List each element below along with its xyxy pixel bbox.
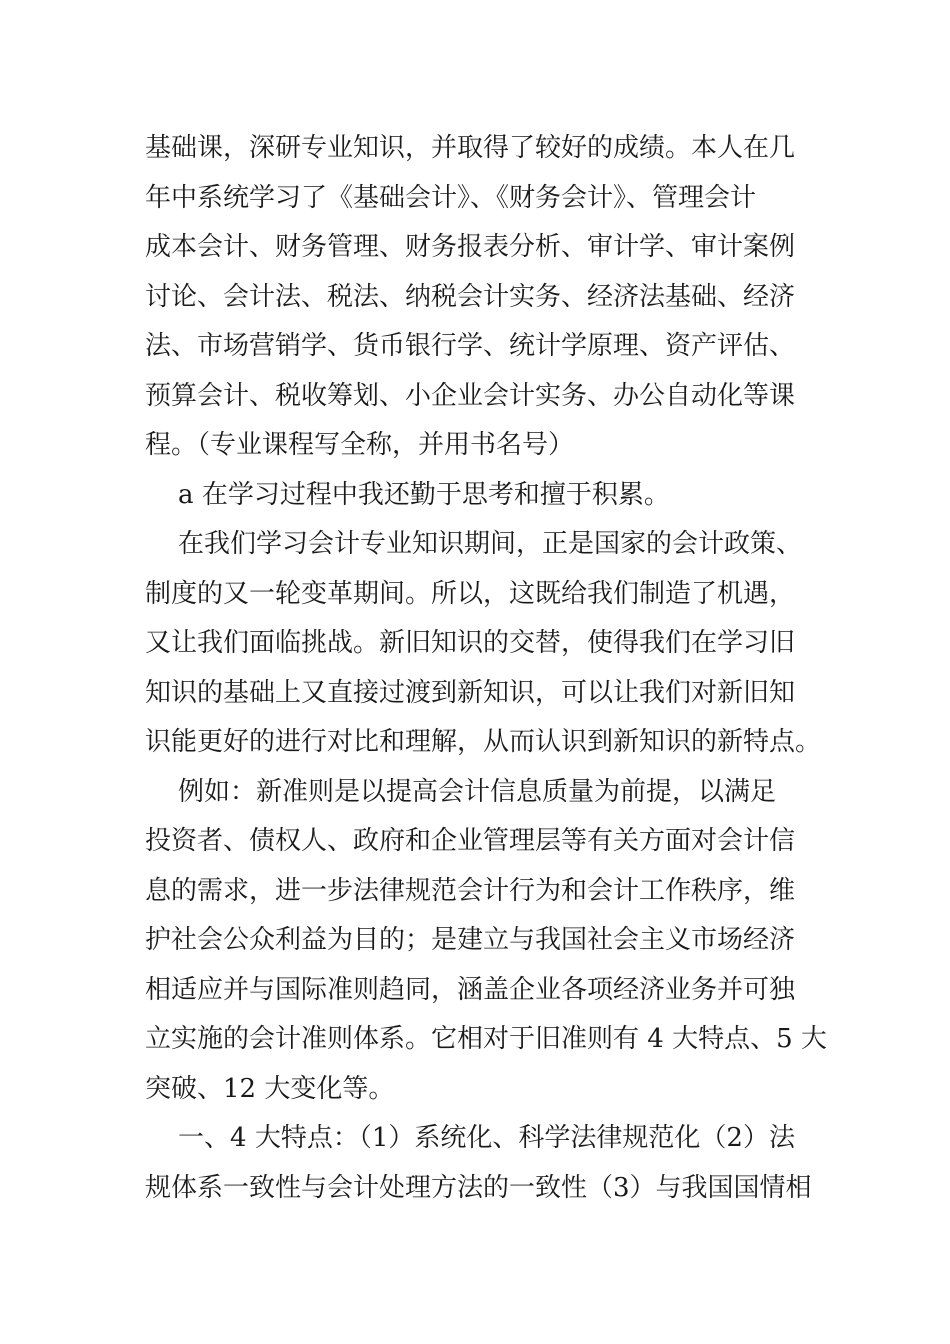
- text-line: 讨论、会计法、税法、纳税会计实务、经济法基础、经济: [145, 281, 796, 312]
- text-line: 在我们学习会计专业知识期间，正是国家的会计政策、: [145, 529, 803, 559]
- text-line: 预算会计、税收筹划、小企业会计实务、办公自动化等课: [145, 380, 796, 411]
- text-line: 立实施的会计准则体系。它相对于旧准则有 4 大特点、5 大: [145, 1024, 827, 1054]
- text-line: 护社会公众利益为目的；是建立与我国社会主义市场经济: [145, 925, 796, 955]
- text-line: 年中系统学习了《基础会计》、《财务会计》、管理会计: [145, 182, 757, 213]
- text-line: 规体系一致性与会计处理方法的一致性（3）与我国国情相: [145, 1172, 812, 1203]
- text-line: 成本会计、财务管理、财务报表分析、审计学、审计案例: [145, 232, 796, 262]
- text-line: 一、4 大特点：（1）系统化、科学法律规范化（2）法: [145, 1123, 795, 1153]
- text-line: 突破、12 大变化等。: [145, 1073, 395, 1104]
- text-line: 相适应并与国际准则趋同，涵盖企业各项经济业务并可独: [145, 974, 796, 1005]
- text-line: 投资者、债权人、政府和企业管理层等有关方面对会计信: [145, 826, 796, 856]
- body-text: [145, 124, 825, 1213]
- text-line: 息的需求，进一步法律规范会计行为和会计工作秩序，维: [145, 875, 796, 906]
- text-line: 识能更好的进行对比和理解，从而认识到新知识的新特点。: [145, 727, 822, 757]
- text-line: 又让我们面临挑战。新旧知识的交替，使得我们在学习旧: [145, 628, 796, 658]
- text-line: 知识的基础上又直接过渡到新知识，可以让我们对新旧知: [145, 677, 796, 708]
- text-line: 例如：新准则是以提高会计信息质量为前提，以满足: [145, 776, 777, 807]
- text-line: 法、市场营销学、货币银行学、统计学原理、资产评估、: [145, 331, 796, 361]
- text-line: a 在学习过程中我还勤于思考和擅于积累。: [145, 479, 670, 510]
- text-line: 制度的又一轮变革期间。所以，这既给我们制造了机遇，: [145, 578, 796, 609]
- text-line: 基础课，深研专业知识，并取得了较好的成绩。本人在几: [145, 133, 796, 163]
- text-line: 程。（专业课程写全称，并用书名号）: [145, 430, 575, 460]
